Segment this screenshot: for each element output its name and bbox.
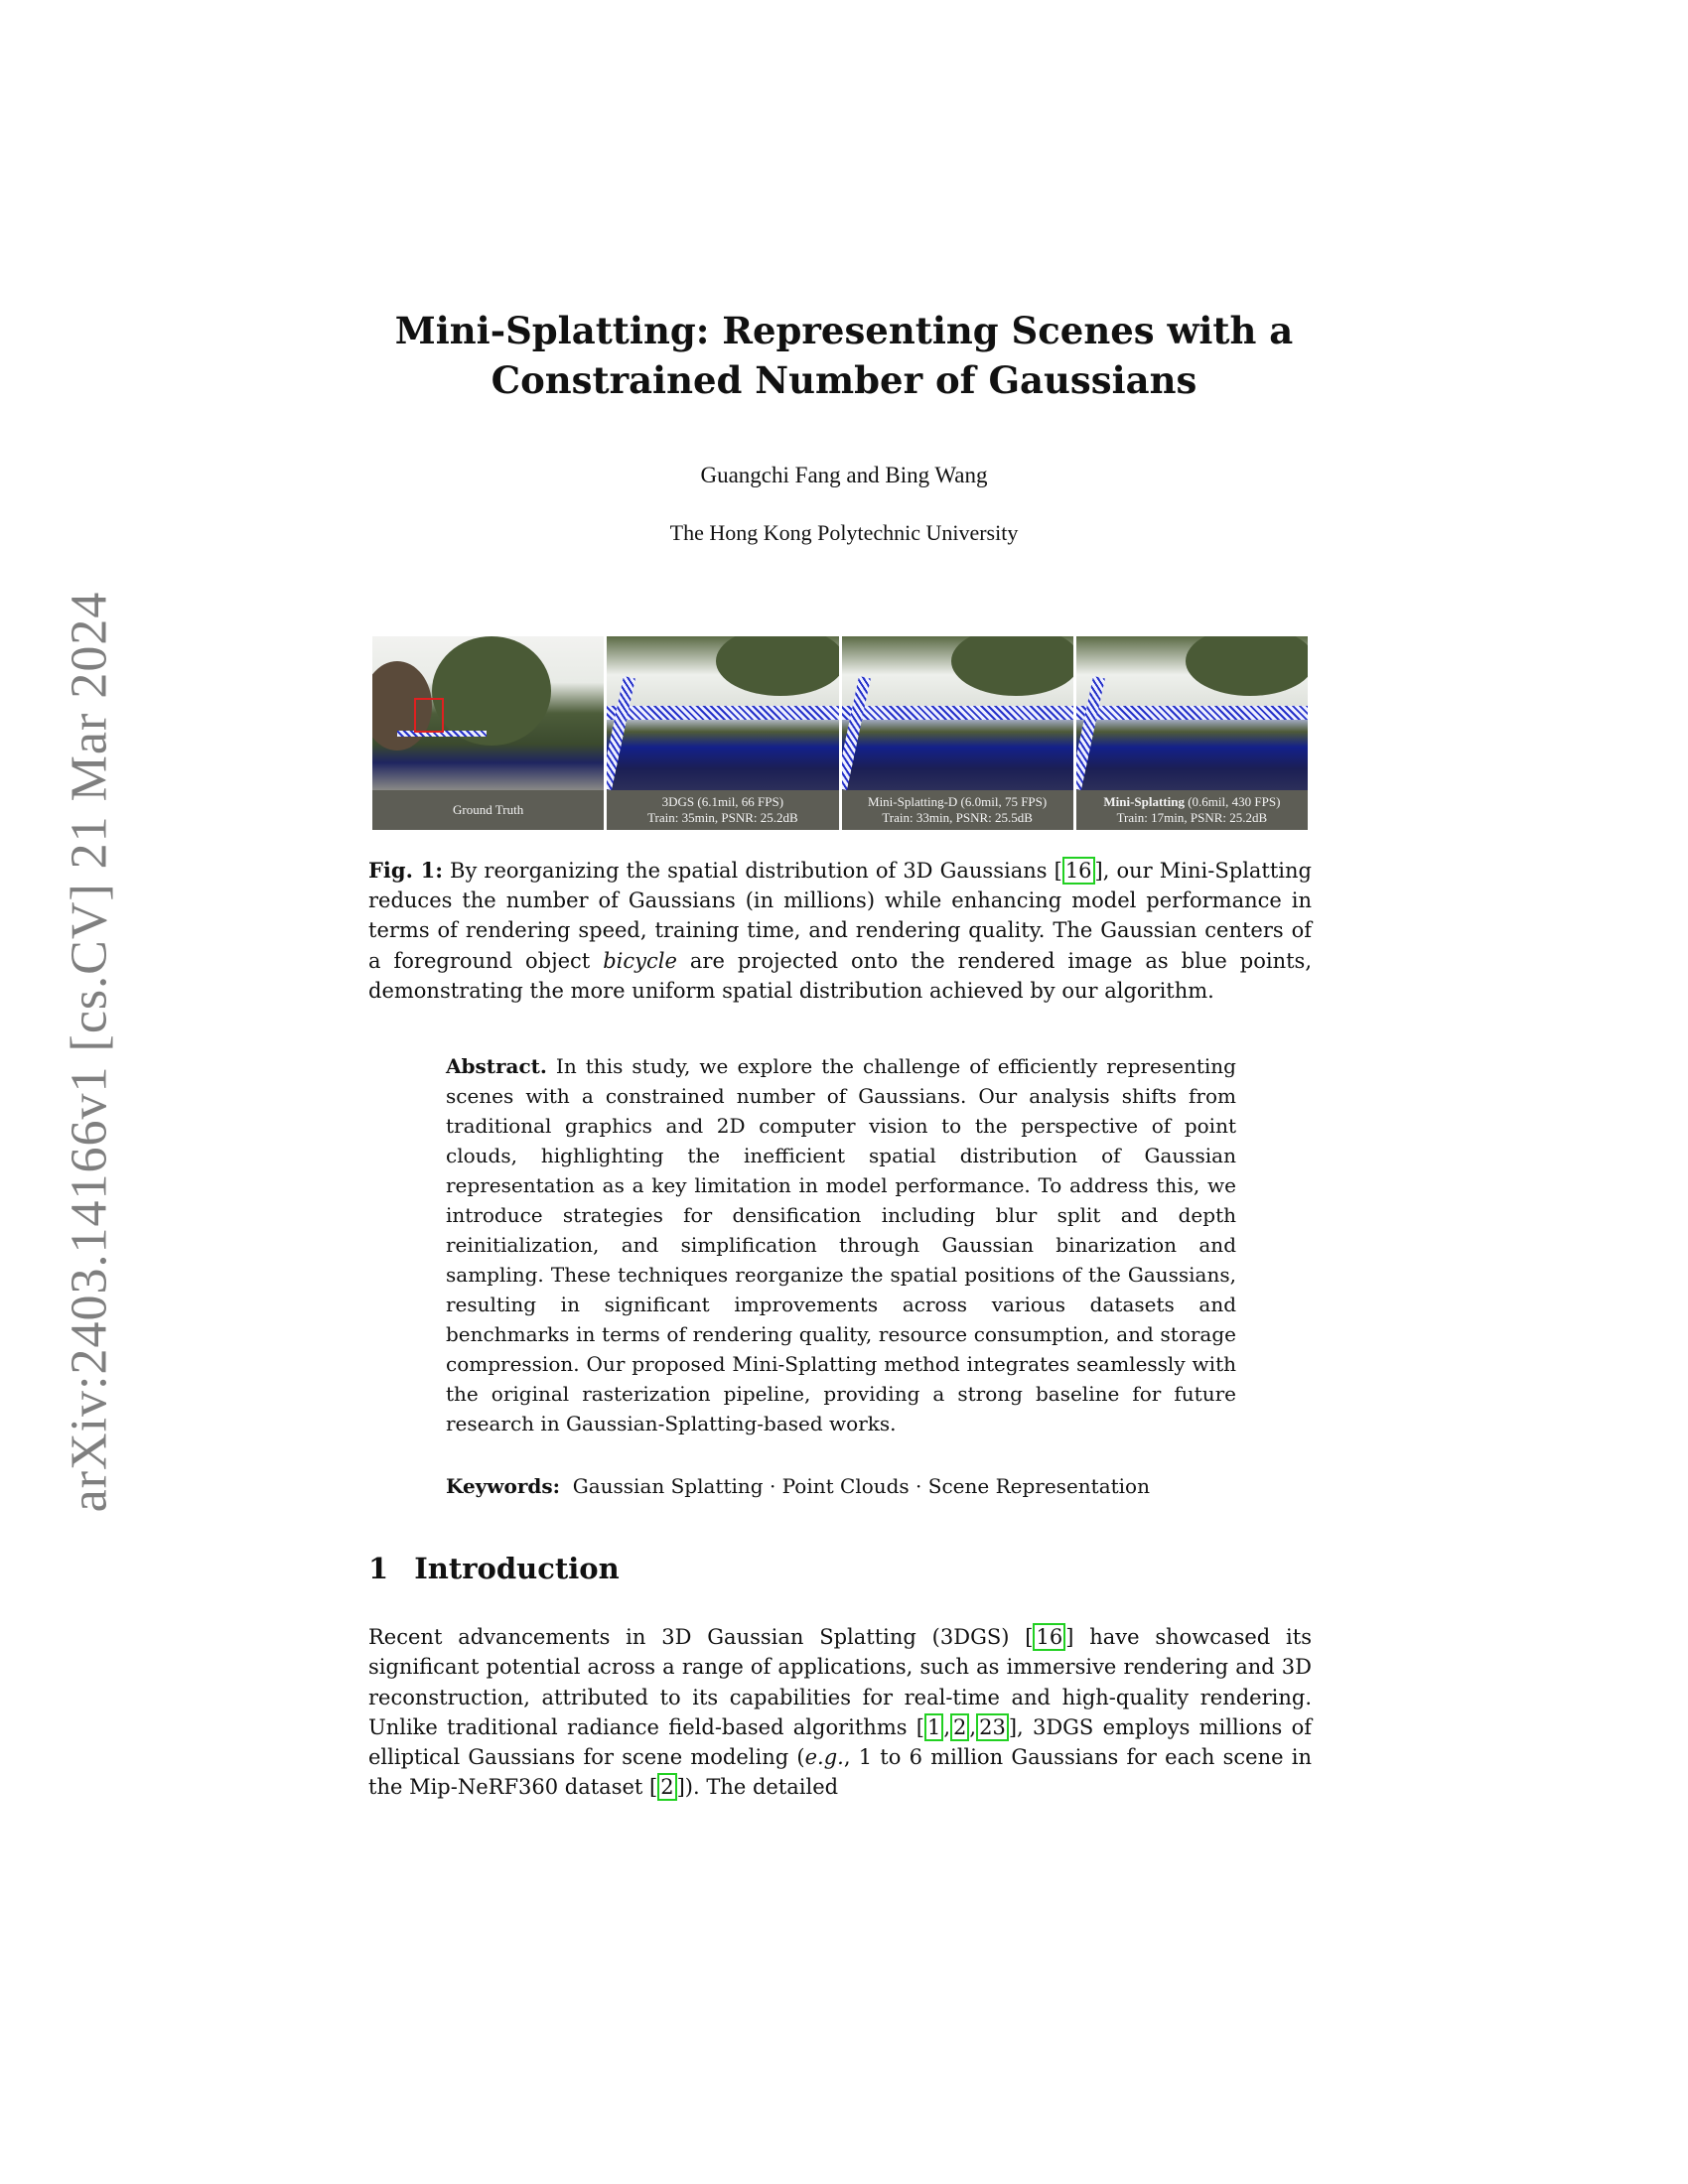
panel-caption-line: 3DGS (6.1mil, 66 FPS) [661, 794, 784, 809]
arxiv-identifier-stamp[interactable]: arXiv:2403.14166v1 [cs.CV] 21 Mar 2024 [61, 591, 118, 1513]
panel-stats: (0.6mil, 430 FPS) [1184, 794, 1281, 809]
citation-link[interactable]: 2 [950, 1713, 969, 1741]
citation-link[interactable]: 2 [657, 1773, 676, 1801]
intro-paragraph: Recent advancements in 3D Gaussian Splatting (3DGS) [ 16 ] have showcased its significant potential across a range of applications, such as immersive rendering and 3D reconstruction, attributed to its capabilities for real-time and high-quality rendering. Unlike traditional radiance field-based algorithms [ 1 , 2 , 23 ], 3DGS employs millions of elliptical Gaussians for scene modeling (e.g., 1 to 6 million Gaussians for each scene in the Mip-NeRF360 dataset [ 2 ]). The detailed [368, 1625, 1313, 1800]
3dgs-render-image [607, 636, 838, 790]
citation-link[interactable]: 16 [1062, 857, 1095, 885]
authors: Guangchi Fang and Bing Wang [700, 463, 988, 487]
panel-caption-line: Train: 35min, PSNR: 25.2dB [647, 810, 798, 825]
caption-text: , our Mini-Splatting reduces the number of Gaussians (in millions) while enhancing model performance in terms of rendering speed, training time, and rendering quality. The Gaussian centers of a foreground object [368, 859, 1312, 973]
keywords-label: Keywords: [446, 1474, 561, 1498]
panel-caption-line: Mini-Splatting-D (6.0mil, 75 FPS) [868, 794, 1048, 809]
method-name: Mini-Splatting [1103, 794, 1185, 809]
figure-panel-mini-splatting-d [842, 636, 1073, 830]
paper-title [0, 306, 1688, 405]
figure-caption: Fig. 1: By reorganizing the spatial distribution of 3D Gaussians [ 16 ], our Mini-Splatting reduces the number of Gaussians (in millions) while enhancing model performance in terms of rendering speed, training time, and rendering quality. The Gaussian centers of a foreground object bicycle are projected onto the rendered image as blue points, demonstrating the more uniform spatial distribution achieved by our algorithm. [368, 858, 1312, 1003]
ground-truth-image [372, 636, 604, 790]
mini-splatting-render-image [1076, 636, 1308, 790]
body-italic: e.g. [804, 1745, 844, 1770]
keywords [446, 1471, 1260, 1501]
citation-link[interactable]: 1 [924, 1713, 943, 1741]
panel-caption [607, 790, 838, 830]
teaser-figure [372, 636, 1308, 830]
caption-text: are projected onto the rendered image as blue points, demonstrating the more uniform spatial distribution achieved by our algorithm. [368, 948, 1312, 1003]
panel-caption-line [1076, 794, 1308, 810]
abstract-text: In this study, we explore the challenge of efficiently representing scenes with a constrained number of Gaussians. Our analysis shifts from traditional graphics and 2D computer vision to the perspective of point clouds, highlighting the inefficient spatial distribution of Gaussian representation as a key limitation in model performance. To address this, we introduce strategies for densification including blur split and depth reinitialization, and simplification through Gaussian binarization and sampling. These techniques reorganize the spatial positions of the Gaussians, resulting in significant improvements across various datasets and benchmarks in terms of rendering quality, resource consumption, and storage compression. Our proposed Mini-Splatting method integrates seamlessly with the original rasterization pipeline, providing a strong baseline for future research in Gaussian-Splatting-based works. [446, 1054, 1236, 1435]
body-text: have showcased its significant potential across a range of applications, such as immersive rendering and 3D reconstruction, attributed to its capabilities for real-time and high-quality rendering. Unlike traditional radiance field-based algorithms [368, 1625, 1312, 1739]
panel-caption-line: Train: 33min, PSNR: 25.5dB [882, 810, 1033, 825]
panel-caption-line: Train: 17min, PSNR: 25.2dB [1116, 810, 1268, 825]
citation-link[interactable]: 23 [976, 1713, 1009, 1741]
figure-panel-mini-splatting [1076, 636, 1308, 830]
body-text: Recent advancements in 3D Gaussian Splatting (3DGS) [368, 1625, 1026, 1649]
abstract [446, 1051, 1236, 1438]
panel-caption-line: Ground Truth [453, 802, 524, 817]
keywords-text: Gaussian Splatting · Point Clouds · Scene Representation [572, 1474, 1150, 1498]
panel-caption [1076, 790, 1308, 830]
caption-italic: bicycle [603, 948, 677, 973]
title-line: Constrained Number of Gaussians [491, 358, 1197, 402]
body-text: ). The detailed [684, 1775, 839, 1800]
caption-text: By reorganizing the spatial distribution of 3D Gaussians [442, 859, 1055, 883]
body-text: , 1 to 6 million Gaussians for each scene in the Mip-NeRF360 dataset [368, 1745, 1313, 1800]
zoom-region-box [414, 698, 444, 733]
section-heading [368, 1552, 620, 1585]
affiliation: The Hong Kong Polytechnic University [669, 520, 1019, 545]
section-number: 1 [368, 1552, 389, 1585]
figure-label: Fig. 1: [368, 858, 443, 883]
figure-panel-ground-truth [372, 636, 604, 830]
mini-splatting-d-render-image [842, 636, 1073, 790]
citation-link[interactable]: 16 [1033, 1623, 1065, 1651]
title-line: Mini-Splatting: Representing Scenes with a [394, 309, 1294, 352]
section-title: Introduction [414, 1552, 620, 1585]
abstract-label: Abstract. [446, 1054, 547, 1078]
body-text: , 3DGS employs millions of elliptical Gaussians for scene modeling ( [368, 1714, 1312, 1770]
panel-caption [842, 790, 1073, 830]
panel-caption [372, 790, 604, 830]
figure-panel-3dgs [607, 636, 838, 830]
